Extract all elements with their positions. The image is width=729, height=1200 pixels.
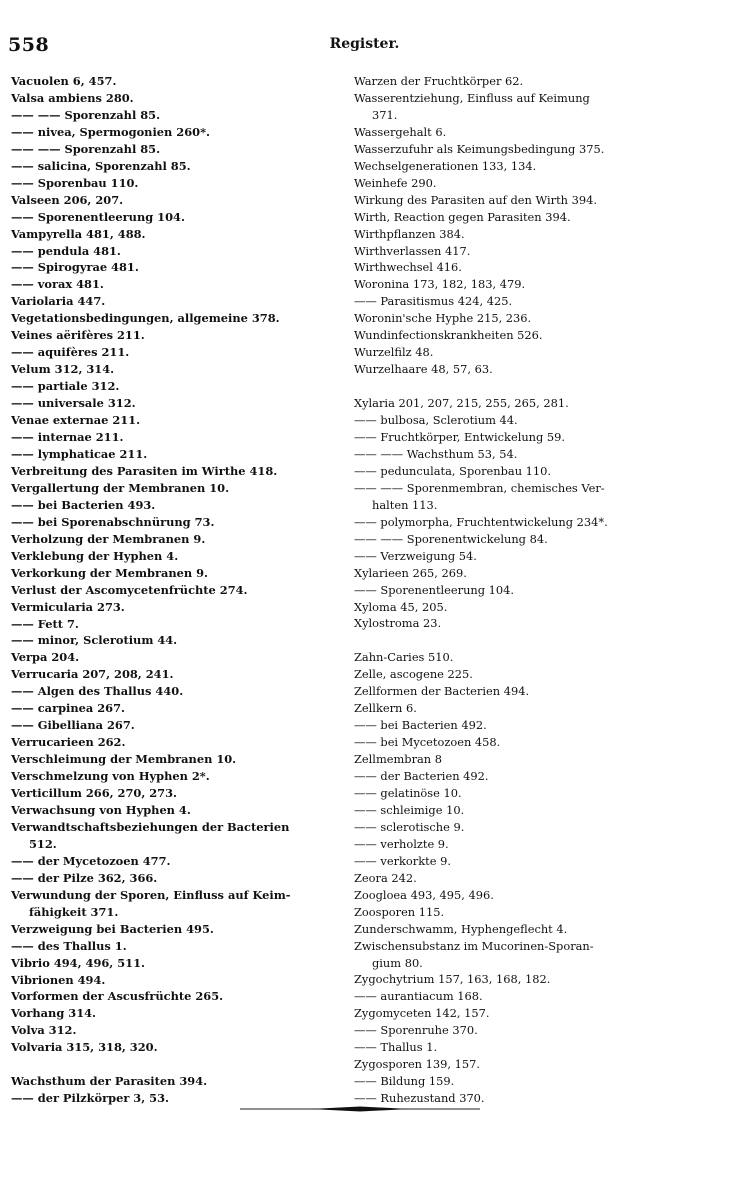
index-entry: —— nivea, Spermogonien 260*. <box>11 124 210 139</box>
index-entry: —— vorax 481. <box>11 277 104 292</box>
index-entry: —— verkorkte 9. <box>354 853 451 868</box>
index-entry: Wirthverlassen 417. <box>354 243 471 258</box>
index-entry: Xylarieen 265, 269. <box>354 565 467 580</box>
index-entry: —— partiale 312. <box>11 379 120 394</box>
index-entry: Vergallertung der Membranen 10. <box>11 480 230 495</box>
index-entry: Weinhefe 290. <box>354 175 437 190</box>
index-entry: Wassergehalt 6. <box>354 124 447 139</box>
index-entry: —— universale 312. <box>11 396 136 411</box>
index-entry: —— bei Bacterien 493. <box>11 497 156 512</box>
index-entry: Verkorkung der Membranen 9. <box>11 565 209 580</box>
index-entry: —— Sporenentleerung 104. <box>354 582 515 597</box>
index-entry: 371. <box>372 107 398 122</box>
index-entry: Verrucaria 207, 208, 241. <box>11 667 174 682</box>
index-entry: Xylostroma 23. <box>354 616 442 631</box>
index-entry: —— Fruchtkörper, Entwickelung 59. <box>354 430 566 444</box>
index-entry: Verholzung der Membranen 9. <box>11 531 206 546</box>
index-entry: Zygomyceten 142, 157. <box>354 1006 490 1021</box>
index-entry: Wasserzufuhr als Keimungsbedingung 375. <box>354 141 605 156</box>
index-entry: —— der Mycetozoen 477. <box>11 853 171 868</box>
index-entry: Wechselgenerationen 133, 134. <box>354 158 537 173</box>
index-entry: Variolaria 447. <box>11 294 106 309</box>
index-entry: —— sclerotische 9. <box>354 819 465 834</box>
index-entry: Zellkern 6. <box>354 701 417 716</box>
index-column-right <box>354 73 678 1107</box>
index-entry: —— bei Sporenabschnürung 73. <box>11 514 215 529</box>
index-entry: Valseen 206, 207. <box>11 192 124 207</box>
index-entry: Zahn-Caries 510. <box>354 650 454 665</box>
index-entry: —— verholzte 9. <box>354 836 449 851</box>
index-entry: Verwundung der Sporen, Einfluss auf Keim- <box>11 887 291 902</box>
index-entry: —— polymorpha, Fruchtentwickelung 234*. <box>354 514 608 529</box>
index-entry: —— gelatinöse 10. <box>354 786 462 800</box>
index-entry: Verschleimung der Membranen 10. <box>11 752 237 767</box>
index-entry: —— salicina, Sporenzahl 85. <box>11 158 191 173</box>
index-entry: 512. <box>29 836 57 851</box>
index-entry: Wurzelfilz 48. <box>354 345 434 360</box>
index-entry: Verpa 204. <box>11 650 80 665</box>
index-entry: Xyloma 45, 205. <box>354 599 448 614</box>
index-entry: Vorhang 314. <box>11 1006 97 1021</box>
index-entry: —— schleimige 10. <box>354 802 465 817</box>
index-entry: Wachsthum der Parasiten 394. <box>11 1074 208 1089</box>
index-entry: —— Parasitismus 424, 425. <box>354 294 513 309</box>
index-column-left <box>11 73 331 1107</box>
index-entry: Vermicularia 273. <box>11 599 125 614</box>
index-entry: Wirth, Reaction gegen Parasiten 394. <box>354 209 571 224</box>
index-entry: —— —— Sporenentwickelung 84. <box>354 531 548 546</box>
index-entry: Verrucarieen 262. <box>11 735 126 750</box>
index-entry: —— des Thallus 1. <box>11 938 127 953</box>
index-entry: Woronina 173, 182, 183, 479. <box>354 277 526 292</box>
index-entry: Venae externae 211. <box>11 413 141 428</box>
index-entry: —— —— Sporenzahl 85. <box>11 141 161 156</box>
index-entry: Wirthpflanzen 384. <box>354 226 465 241</box>
index-entry: Velum 312, 314. <box>11 362 115 377</box>
index-entry: Verticillum 266, 270, 273. <box>11 786 178 801</box>
index-entry: —— —— Sporenmembran, chemisches Ver- <box>354 480 605 495</box>
index-entry: —— Spirogyrae 481. <box>11 260 139 275</box>
index-entry: fähigkeit 371. <box>29 904 119 919</box>
index-entry: Zellformen der Bacterien 494. <box>354 684 530 699</box>
index-entry: —— der Pilzkörper 3, 53. <box>11 1091 169 1106</box>
index-entry: —— Thallus 1. <box>354 1040 438 1055</box>
index-entry: —— internae 211. <box>11 430 124 445</box>
index-entry: Zygochytrium 157, 163, 168, 182. <box>354 972 551 987</box>
section-gap <box>11 1056 331 1073</box>
index-entry: Wasserentziehung, Einfluss auf Keimung <box>354 90 590 105</box>
index-entry: Vacuolen 6, 457. <box>11 74 117 88</box>
index-entry: —— Algen des Thallus 440. <box>11 684 184 699</box>
index-entry: Volva 312. <box>11 1023 77 1038</box>
index-entry: —— carpinea 267. <box>11 701 125 716</box>
index-entry: Wundinfectionskrankheiten 526. <box>354 328 543 343</box>
index-entry: —— lymphaticae 211. <box>11 446 148 461</box>
index-entry: Verwandtschaftsbeziehungen der Bacterien <box>11 819 290 834</box>
index-entry: Zoogloea 493, 495, 496. <box>354 887 494 902</box>
index-entry: Zeora 242. <box>354 870 417 885</box>
index-entry: Zoosporen 115. <box>354 904 445 919</box>
index-entry: Volvaria 315, 318, 320. <box>11 1040 158 1055</box>
index-entry: Woronin'sche Hyphe 215, 236. <box>354 311 532 326</box>
index-entry: Zelle, ascogene 225. <box>354 667 473 682</box>
index-entry: Verschmelzung von Hyphen 2*. <box>11 769 210 784</box>
index-entry: Verwachsung von Hyphen 4. <box>11 802 191 817</box>
index-entry: —— Sporenruhe 370. <box>354 1023 478 1038</box>
index-entry: —— aquifères 211. <box>11 345 130 360</box>
index-entry: Zellmembran 8 <box>354 752 443 767</box>
index-entry: Vorformen der Ascusfrüchte 265. <box>11 989 224 1004</box>
index-entry: —— —— Wachsthum 53, 54. <box>354 446 518 461</box>
index-entry: —— bulbosa, Sclerotium 44. <box>354 413 518 428</box>
page-number: 558 <box>8 34 50 56</box>
index-entry: —— Gibelliana 267. <box>11 718 135 733</box>
index-entry: Veines aërifères 211. <box>11 328 145 343</box>
index-entry: Xylaria 201, 207, 215, 255, 265, 281. <box>354 396 569 411</box>
section-gap <box>354 378 678 395</box>
index-entry: Zygosporen 139, 157. <box>354 1057 480 1072</box>
index-entry: halten 113. <box>372 497 438 512</box>
running-head: Register. <box>329 36 400 52</box>
index-entry: Vampyrella 481, 488. <box>11 226 146 241</box>
index-entry: —— Verzweigung 54. <box>354 548 477 563</box>
index-entry: —— —— Sporenzahl 85. <box>11 107 161 122</box>
index-entry: Vibrio 494, 496, 511. <box>11 955 145 970</box>
index-entry: —— bei Bacterien 492. <box>354 718 487 733</box>
index-entry: —— aurantiacum 168. <box>354 989 483 1004</box>
index-entry: Vibrionen 494. <box>11 972 106 987</box>
footer-ornament-rule <box>240 1106 480 1112</box>
index-entry: Valsa ambiens 280. <box>11 90 134 105</box>
index-entry: Zwischensubstanz im Mucorinen-Sporan- <box>354 938 594 953</box>
index-entry: —— Sporenbau 110. <box>11 175 139 190</box>
index-entry: gium 80. <box>372 955 423 970</box>
index-entry: —— der Pilze 362, 366. <box>11 870 158 885</box>
index-entry: Wurzelhaare 48, 57, 63. <box>354 362 493 377</box>
index-entry: Warzen der Fruchtkörper 62. <box>354 74 524 88</box>
section-gap <box>354 632 678 649</box>
index-entry: —— Bildung 159. <box>354 1074 455 1089</box>
index-entry: Wirthwechsel 416. <box>354 260 462 275</box>
index-entry: Verbreitung des Parasiten im Wirthe 418. <box>11 463 278 478</box>
index-entry: —— pendula 481. <box>11 243 121 258</box>
index-entry: —— Sporenentleerung 104. <box>11 209 185 224</box>
index-entry: —— Fett 7. <box>11 616 79 631</box>
index-entry: Verzweigung bei Bacterien 495. <box>11 921 214 936</box>
index-entry: —— bei Mycetozoen 458. <box>354 735 501 750</box>
index-entry: Wirkung des Parasiten auf den Wirth 394. <box>354 192 597 207</box>
index-entry: —— pedunculata, Sporenbau 110. <box>354 463 552 478</box>
index-entry: —— Ruhezustand 370. <box>354 1091 485 1106</box>
index-entry: Zunderschwamm, Hyphengeflecht 4. <box>354 921 568 936</box>
index-entry: Verlust der Ascomycetenfrüchte 274. <box>11 582 248 597</box>
index-entry: —— minor, Sclerotium 44. <box>11 633 178 648</box>
index-entry: Verklebung der Hyphen 4. <box>11 548 179 563</box>
index-entry: Vegetationsbedingungen, allgemeine 378. <box>11 311 280 326</box>
index-entry: —— der Bacterien 492. <box>354 769 489 784</box>
